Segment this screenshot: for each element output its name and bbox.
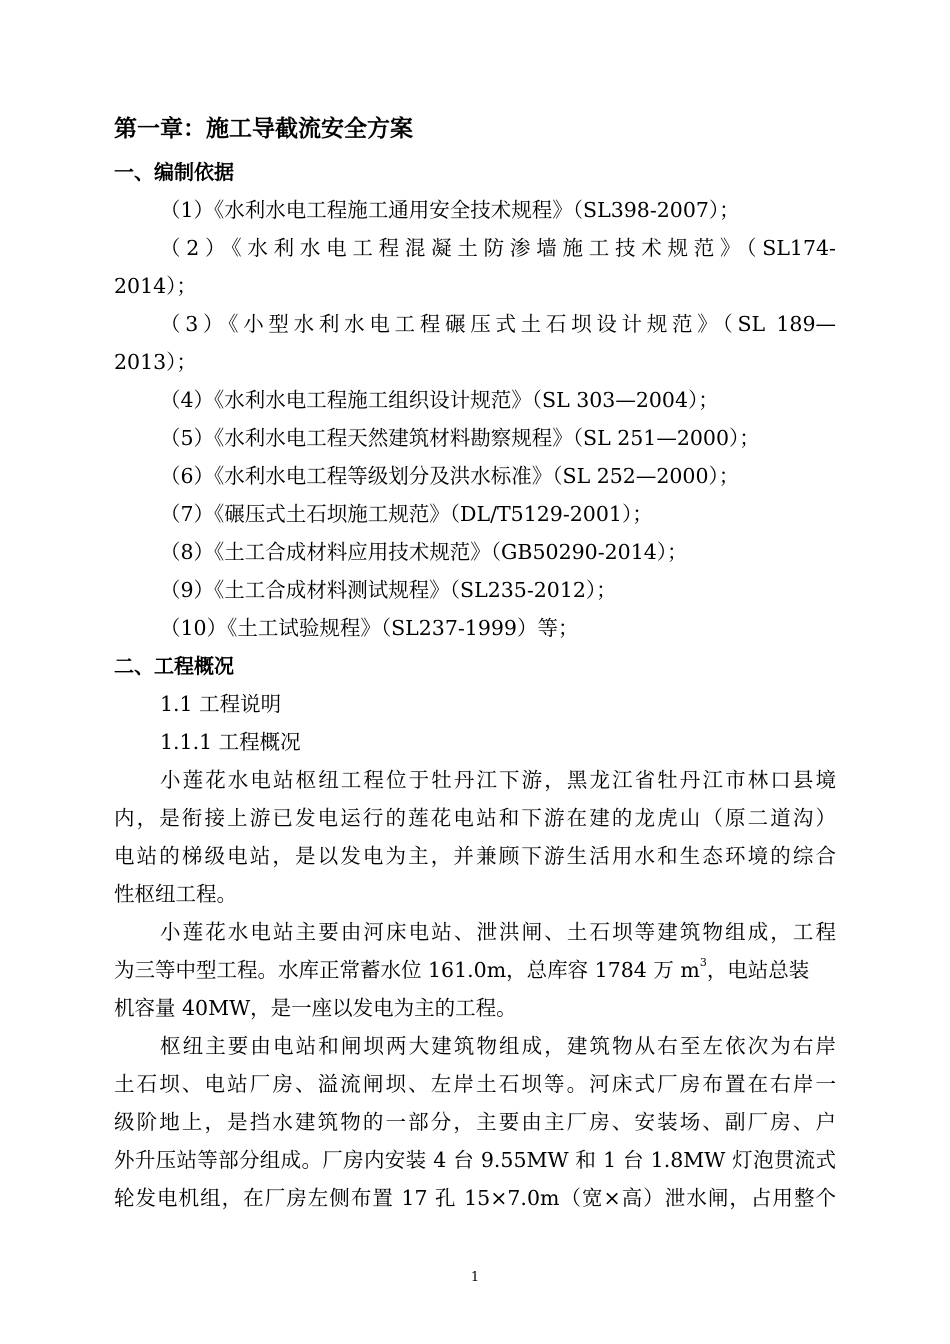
- reference-item-1: （1）《水利水电工程施工通用安全技术规程》（SL398-2007）；: [160, 198, 740, 222]
- reference-item-5: （5）《水利水电工程天然建筑材料勘察规程》（SL 251—2000）；: [160, 426, 760, 450]
- paragraph-3-line-5: 轮发电机组，在厂房左侧布置 17 孔 15×7.0m（宽×高）泄水闸，占用整个: [114, 1186, 836, 1210]
- subsection-heading-1-1-1: 1.1.1 工程概况: [160, 730, 301, 754]
- paragraph-2-line-3: 机容量 40MW，是一座以发电为主的工程。: [114, 996, 517, 1020]
- paragraph-1-line-4: 性枢纽工程。: [114, 882, 237, 906]
- paragraph-1-line-3: 电站的梯级电站，是以发电为主，并兼顾下游生活用水和生态环境的综合: [114, 844, 836, 868]
- paragraph-1-line-1: 小莲花水电站枢纽工程位于牡丹江下游，黑龙江省牡丹江市林口县境: [160, 768, 836, 792]
- reference-item-8: （8）《土工合成材料应用技术规范》（GB50290-2014）；: [160, 540, 688, 564]
- reference-item-3-line-1: （3）《小型水利水电工程碾压式土石坝设计规范》（SL 189—: [160, 312, 836, 336]
- paragraph-2-line-1: 小莲花水电站主要由河床电站、泄洪闸、土石坝等建筑物组成，工程: [160, 920, 836, 944]
- reference-item-2-line-2: 2014）；: [114, 274, 197, 298]
- reference-item-10: （10）《土工试验规程》（SL237-1999）等；: [160, 616, 579, 640]
- paragraph-2-line-2-text-b: ，电站总装: [706, 958, 810, 982]
- reference-item-9: （9）《土工合成材料测试规程》（SL235-2012）；: [160, 578, 617, 602]
- paragraph-1-line-2: 内，是衔接上游已发电运行的莲花电站和下游在建的龙虎山（原二道沟）: [114, 806, 836, 830]
- subsection-heading-1-1: 1.1 工程说明: [160, 692, 282, 716]
- reference-item-4: （4）《水利水电工程施工组织设计规范》（SL 303—2004）；: [160, 388, 719, 412]
- reference-item-6: （6）《水利水电工程等级划分及洪水标准》（SL 252—2000）；: [160, 464, 740, 488]
- paragraph-2-line-2: [114, 956, 836, 984]
- paragraph-3-line-3: 级阶地上，是挡水建筑物的一部分，主要由主厂房、安装场、副厂房、户: [114, 1110, 836, 1134]
- paragraph-3-line-4: 外升压站等部分组成。厂房内安装 4 台 9.55MW 和 1 台 1.8MW 灯泡贯流式: [114, 1148, 836, 1172]
- page-number: 1: [470, 1270, 480, 1285]
- section-heading-basis: 一、编制依据: [114, 160, 234, 184]
- superscript-cubic: 3: [699, 956, 707, 969]
- paragraph-3-line-1: 枢纽主要由电站和闸坝两大建筑物组成，建筑物从右至左依次为右岸: [160, 1034, 836, 1058]
- paragraph-2-line-2-text-a: 为三等中型工程。水库正常蓄水位 161.0m，总库容 1784 万 m: [114, 958, 700, 982]
- section-heading-overview: 二、工程概况: [114, 654, 234, 678]
- reference-item-3-line-2: 2013）；: [114, 350, 197, 374]
- chapter-title: 第一章：施工导截流安全方案: [114, 116, 413, 142]
- reference-item-7: （7）《碾压式土石坝施工规范》（DL/T5129-2001）；: [160, 502, 653, 526]
- reference-item-2-line-1: （2）《水利水电工程混凝土防渗墙施工技术规范》（SL174-: [160, 236, 836, 260]
- paragraph-3-line-2: 土石坝、电站厂房、溢流闸坝、左岸土石坝等。河床式厂房布置在右岸一: [114, 1072, 836, 1096]
